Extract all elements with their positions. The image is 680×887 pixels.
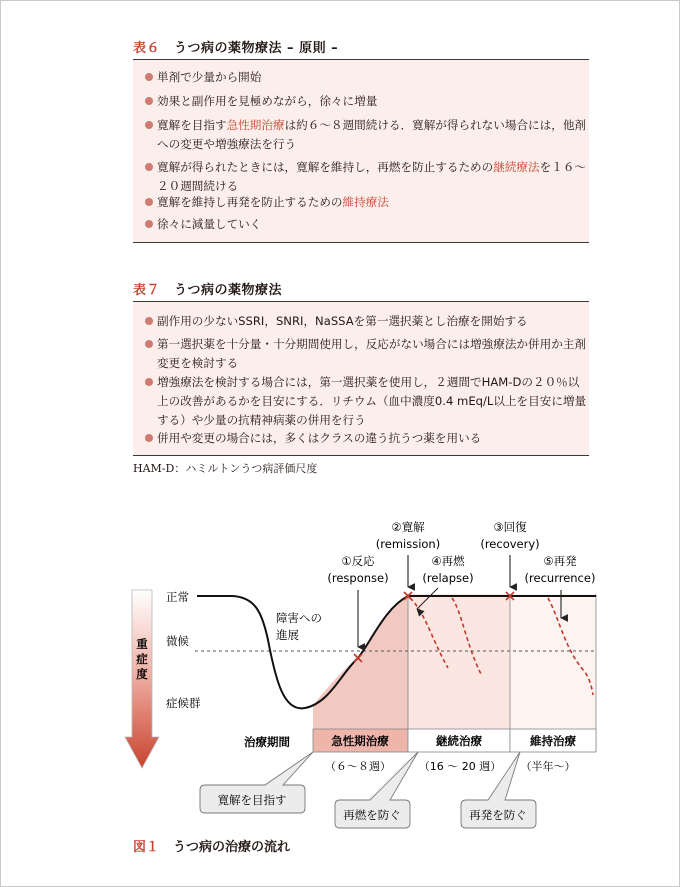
phase-acute-duration: （６～８週） [325, 760, 391, 773]
maintenance-phase-area [510, 594, 596, 729]
figure1-number: 図１ [133, 840, 160, 855]
recovery-label-en: (recovery) [480, 537, 540, 551]
table6-item-2: 効果と副作用を見極めながら，徐々に増量 [145, 92, 589, 111]
remission-label-jp: ②寛解 [391, 520, 425, 534]
response-label-jp: ①反応 [341, 554, 375, 568]
progress-label-1: 障害への [276, 611, 322, 625]
response-label-en: (response) [327, 571, 389, 585]
table6-item-1: 単剤で少量から開始 [145, 68, 589, 87]
table7-item-2: 第一選択薬を十分量・十分期間使用し，反応がない場合には増強療法か併用か主剤変更を検討する [145, 335, 589, 373]
remission-label-en: (remission) [375, 537, 441, 551]
level-syndrome: 症候群 [166, 696, 201, 710]
phase-continuation-duration: （16 ～ 20 週） [418, 760, 502, 773]
recurrence-label-jp: ⑤再発 [543, 554, 577, 568]
acute-phase-area [313, 596, 408, 729]
phase-acute-name: 急性期治療 [331, 734, 389, 748]
table6-item-4: 寛解が得られたときには，寛解を維持し，再燃を防止するための継続療法を１６～２０週間続ける [145, 158, 589, 196]
figure1-caption [133, 836, 290, 855]
table6-item-6: 徐々に減量していく [145, 215, 589, 234]
phase-continuation-name: 継続治療 [436, 734, 482, 748]
table7-item-1: 副作用の少ないSSRI，SNRI，NaSSAを第一選択薬とし治療を開始する [145, 312, 589, 331]
table7-title-text: うつ病の薬物療法 [174, 283, 283, 298]
table6-title-text: うつ病の薬物療法 – 原則 – [174, 41, 339, 56]
phase-maintenance-name: 維持治療 [530, 734, 576, 748]
severity-label-3: 度 [136, 667, 148, 681]
recovery-label-jp: ③回復 [493, 520, 527, 534]
table6-number: 表６ [133, 41, 161, 56]
phase-maintenance-duration: （半年～） [520, 760, 576, 773]
severity-label-2: 症 [136, 652, 148, 666]
table7-item-3: 増強療法を検討する場合には，第一選択薬を使用し，２週間でHAM-Dの２０％以上の改善があるかを目安にする．リチウム（血中濃度0.4 mEq/L以上を目安に増量する）や少量の抗精神病薬の併用を行う [145, 373, 589, 429]
treatment-period-label: 治療期間 [244, 735, 290, 749]
table7-number: 表７ [133, 283, 161, 298]
table7-item-4: 併用や変更の場合には，多くはクラスの違う抗うつ薬を用いる [145, 429, 589, 448]
callout-recurrence-text: 再発を防ぐ [469, 808, 527, 822]
severity-label-1: 重 [136, 637, 148, 651]
callout-remission-text: 寛解を目指す [217, 793, 287, 807]
table7-footnote: HAM-D：ハミルトンうつ病評価尺度 [133, 462, 318, 475]
progress-label-2: 進展 [276, 628, 299, 642]
recurrence-label-en: (recurrence) [524, 571, 596, 585]
level-sign: 微候 [166, 634, 189, 648]
table6-item-3: 寛解を目指す急性期治療は約６～８週間続ける．寛解が得られない場合には，他剤への変更や増強療法を行う [145, 116, 589, 154]
callout-relapse-text: 再燃を防ぐ [343, 808, 401, 822]
level-normal: 正常 [166, 590, 189, 604]
relapse-label-en: (relapse) [422, 571, 474, 585]
table6-item-5: 寛解を維持し再発を防止するための維持療法 [145, 193, 589, 212]
relapse-label-jp: ④再燃 [431, 554, 465, 568]
figure1-caption-text: うつ病の治療の流れ [173, 840, 291, 855]
